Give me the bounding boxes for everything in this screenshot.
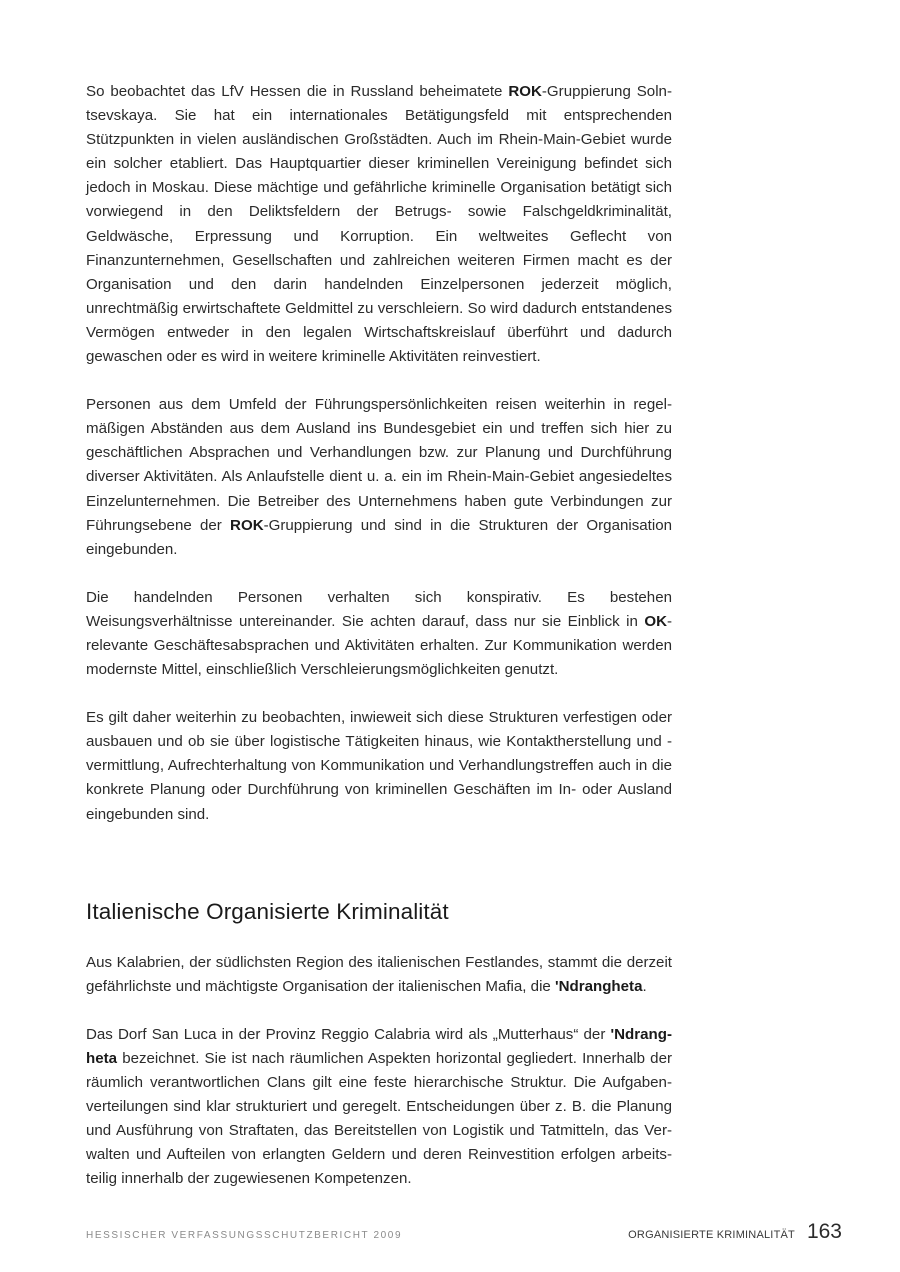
paragraph-kalabrien bbox=[86, 951, 672, 999]
paragraph-konspirativ bbox=[86, 586, 672, 682]
text-segment: Personen aus dem Umfeld der Führungspersönlichkeiten reisen weiterhin in regelmäßigen Abständen aus dem Ausland ins Bundesgebiet ein und treffen sich hier zu geschäftlichen Absprachen und Verhandlungen bzw. zur Planung und Durchführung diverser Aktivitäten. Als Anlaufstelle dient u. a. ein im Rhein-Main-Gebiet angesiedeltes Einzelunternehmen. Die Betreiber des Unternehmens haben gute Verbindungen zur Führungsebene der bbox=[86, 396, 672, 534]
text-segment: Die handelnden Personen verhalten sich konspirativ. Es bestehen Weisungsverhältnisse untereinander. Sie achten darauf, dass nur sie Einblick in bbox=[86, 588, 672, 630]
text-segment: So beobachtet das LfV Hessen die in Russland beheimatete bbox=[86, 83, 509, 100]
paragraph-fuehrungspersoenlichkeiten bbox=[86, 393, 672, 562]
emphasis-rok: ROK bbox=[230, 516, 264, 534]
emphasis-ndrangheta: 'Ndrangheta bbox=[555, 977, 643, 995]
page-number: 163 bbox=[806, 1220, 842, 1243]
section-title-italienische-ok: Italienische Organisierte Kriminalität bbox=[86, 898, 449, 924]
emphasis-rok: ROK bbox=[508, 83, 542, 100]
text-segment: bezeichnet. Sie ist nach räumlichen Aspekten horizontal gegliedert. Innerhalb der räumlich verantwortlichen Clans gilt eine feste hierarchische Struktur. Die Aufgabenverteilungen sind klar strukturiert und geregelt. Entscheidungen über z. B. die Planung und Ausführung von Straftaten, das Bereitstellen von Logistik und Tatmitteln, das Verwalten und Aufteilen von erlangten Geldern und deren Reinvestition erfolgen arbeitsteilig innerhalb der zugewiesenen Kompetenzen. bbox=[86, 1049, 672, 1188]
text-segment: Es gilt daher weiterhin zu beobachten, inwieweit sich diese Strukturen verfestigen oder ausbauen und ob sie über logistische Tätigkeiten hinaus, wie Kontaktherstellung und -vermittlung, Aufrechterhaltung von Kommunikation und Verhandlungstreffen auch in die konkrete Planung oder Durchführung von kriminellen Geschäften im In- oder Ausland eingebunden sind. bbox=[86, 709, 672, 823]
text-segment: -Gruppierung und sind in die Strukturen der Organisation eingebunden. bbox=[86, 516, 672, 558]
text-segment: -Gruppierung Solntsevskaya. Sie hat ein internationales Betätigungsfeld mit entsprechenden Stützpunkten in vielen ausländischen Großstädten. Auch im Rhein-Main-Gebiet wurde ein solcher etabliert. Das Hauptquartier dieser kriminellen Vereinigung befindet sich jedoch in Moskau. Diese mächtige und gefährliche kriminelle Organisation betätigt sich vorwiegend in den Deliktsfeldern der Betrugs- sowie Falschgeldkriminalität, Geldwäsche, Erpressung und Korruption. Ein weltweites Geflecht von Finanzunternehmen, Gesellschaften und zahlreichen weiteren Firmen macht es der Organisation und den darin handelnden Einzelpersonen jederzeit möglich, unrechtmäßig erwirtschaftete Geldmittel zu verschleiern. So wird dadurch entstandenes Vermögen entweder in den legalen Wirtschaftskreislauf überführt und dadurch gewaschen oder es wird in weitere kriminelle Aktivitäten reinvestiert. bbox=[86, 83, 672, 366]
paragraph-san-luca bbox=[86, 1023, 672, 1192]
text-segment: . bbox=[642, 977, 647, 995]
text-segment: -relevante Geschäftesabsprachen und Aktivitäten erhalten. Zur Kommunikation werden modernste Mittel, einschließlich Verschleierungsmöglichkeiten genutzt. bbox=[86, 612, 672, 679]
text-segment: Das Dorf San Luca in der Provinz Reggio Calabria wird als „Mutterhaus“ der bbox=[86, 1025, 611, 1043]
emphasis-ok: OK bbox=[644, 612, 667, 630]
paragraph-rok-solntsevskaya bbox=[86, 80, 672, 369]
paragraph-beobachtung bbox=[86, 706, 672, 826]
text-segment: Aus Kalabrien, der südlichsten Region des italienischen Festlandes, stammt die derzeit gefährlichste und mächtigste Organisation der italienischen Mafia, die bbox=[86, 953, 672, 995]
main-content bbox=[86, 80, 672, 1191]
emphasis-ndrangheta: 'Ndrangheta bbox=[86, 1025, 672, 1067]
footer-right bbox=[628, 1220, 842, 1244]
footer-publication-title: HESSISCHER VERFASSUNGSSCHUTZBERICHT 2009 bbox=[86, 1230, 403, 1241]
footer-section-label: ORGANISIERTE KRIMINALITÄT bbox=[628, 1229, 795, 1241]
